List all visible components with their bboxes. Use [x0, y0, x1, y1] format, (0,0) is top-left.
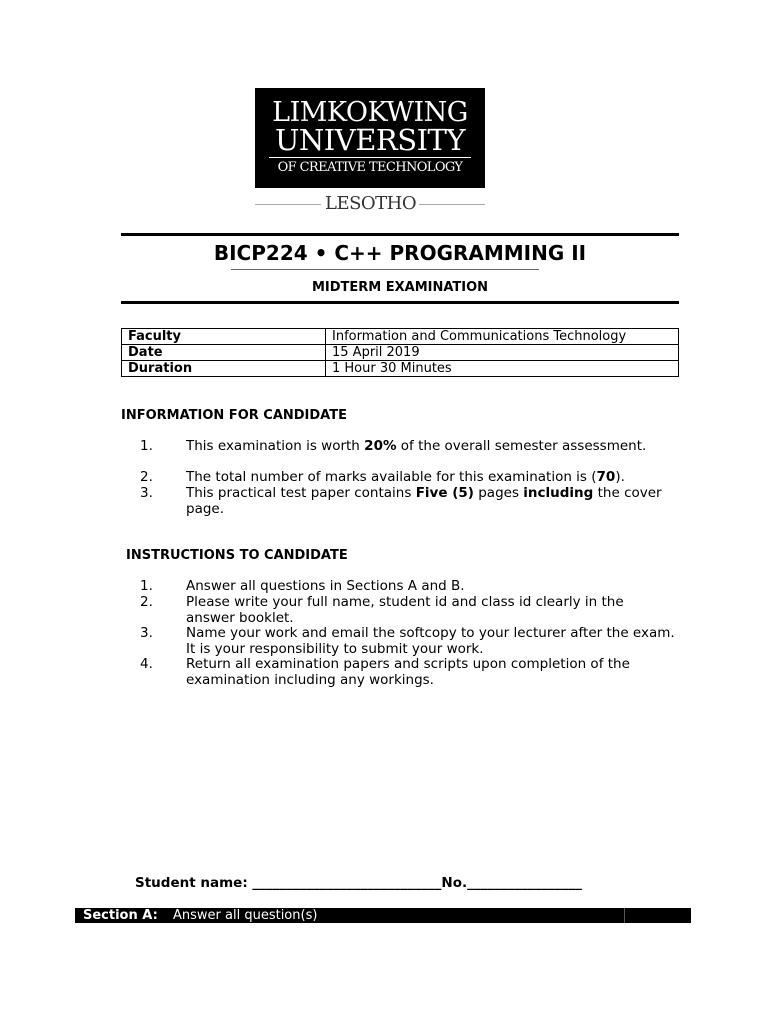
instructions-heading: INSTRUCTIONS TO CANDIDATE — [126, 548, 348, 563]
campus-name: LESOTHO — [325, 193, 417, 214]
item-text: Return all examination papers and scripts upon completion of the examination including any workings. — [186, 656, 630, 688]
exam-type: MIDTERM EXAMINATION — [311, 280, 489, 295]
campus-line-left — [255, 204, 321, 205]
course-title: BICP224 • C++ PROGRAMMING II — [213, 241, 587, 265]
item-text-part: This examination is worth — [186, 438, 365, 454]
item-text — [186, 439, 676, 455]
information-heading: INFORMATION FOR CANDIDATE — [121, 408, 347, 423]
item-text-part: the cover page. — [186, 485, 662, 517]
item-bold-part: Five (5) — [415, 485, 474, 501]
item-text-part: This practical test paper contains — [186, 485, 416, 501]
table-row — [122, 329, 679, 345]
item-text-part: The total number of marks available for this examination is ( — [186, 469, 597, 485]
student-name-blank[interactable]: ____________________________ — [252, 875, 442, 891]
campus-line-right — [419, 204, 485, 205]
student-no-label: No. — [441, 875, 468, 891]
faculty-value: Information and Communications Technology — [326, 329, 679, 345]
item-number: 1. — [140, 578, 153, 594]
date-label: Date — [122, 345, 326, 361]
student-no-blank[interactable]: _________________ — [467, 875, 582, 891]
table-row — [122, 361, 679, 377]
student-details-line — [135, 875, 582, 891]
item-number: 1. — [140, 438, 153, 454]
item-number: 2. — [140, 594, 153, 610]
item-number: 3. — [140, 485, 153, 501]
duration-value: 1 Hour 30 Minutes — [326, 361, 679, 377]
student-name-label: Student name: — [135, 875, 253, 891]
duration-label: Duration — [122, 361, 326, 377]
item-text — [186, 470, 676, 486]
section-label: Section A: — [83, 908, 158, 923]
item-text: Answer all questions in Sections A and B. — [186, 578, 465, 594]
table-row — [122, 345, 679, 361]
logo-rule — [269, 157, 471, 158]
item-number: 4. — [140, 656, 153, 672]
title-underline — [231, 269, 539, 270]
bottom-rule — [121, 301, 679, 304]
section-instruction: Answer all question(s) — [173, 908, 318, 923]
item-bold-part: 70 — [596, 469, 616, 485]
date-value: 15 April 2019 — [326, 345, 679, 361]
section-a-bar — [75, 908, 691, 923]
logo-line-2: UNIVERSITY — [274, 123, 466, 157]
campus-label — [255, 193, 485, 217]
item-text: Please write your full name, student id and class id clearly in the answer booklet. — [186, 594, 624, 626]
item-number: 2. — [140, 469, 153, 485]
item-bold-part: including — [523, 485, 594, 501]
university-logo — [255, 88, 485, 188]
item-text — [186, 486, 676, 517]
logo-line-1: LIMKOKWING — [272, 97, 468, 128]
item-text: Name your work and email the softcopy to your lecturer after the exam. It is your responsibility to submit your work. — [186, 625, 675, 657]
item-bold-part: 20% — [364, 438, 397, 454]
exam-info-table — [121, 328, 679, 377]
item-text-part: ). — [615, 469, 625, 485]
logo-line-3: OF CREATIVE TECHNOLOGY — [277, 160, 463, 175]
item-text-part: pages — [473, 485, 524, 501]
section-divider — [624, 908, 625, 923]
faculty-label: Faculty — [122, 329, 326, 345]
top-rule — [121, 233, 679, 236]
item-text-part: of the overall semester assessment. — [396, 438, 647, 454]
item-number: 3. — [140, 625, 153, 641]
